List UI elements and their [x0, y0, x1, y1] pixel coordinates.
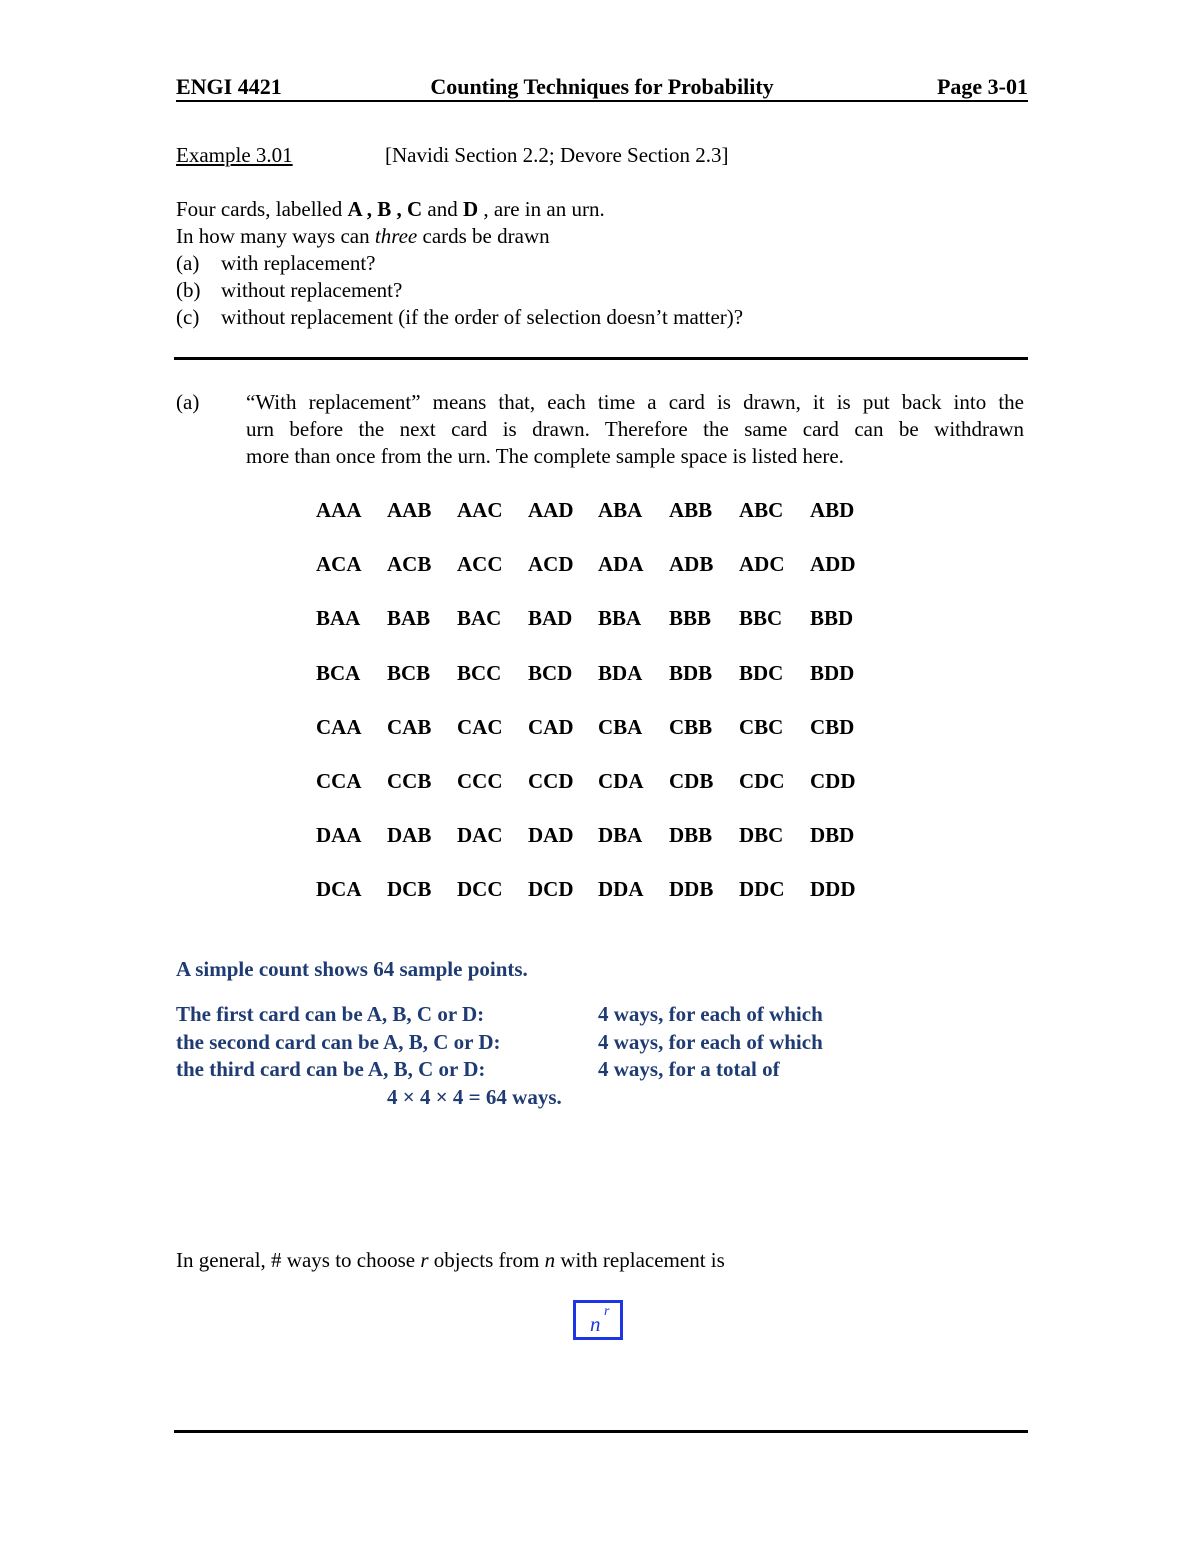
sample-point: CDD: [810, 769, 856, 793]
question-post: cards be drawn: [417, 224, 550, 248]
sample-point: CCB: [387, 769, 432, 793]
sample-point: BAA: [316, 606, 361, 630]
part-label: (a): [176, 251, 200, 275]
sample-point: DDD: [810, 877, 856, 901]
sample-point: ADC: [739, 552, 785, 576]
sample-point: CCA: [316, 769, 362, 793]
solution-line: more than once from the urn. The complete sample space is listed here.: [246, 444, 844, 468]
count-step-left: the third card can be A, B, C or D:: [176, 1057, 486, 1081]
sample-point: CAD: [528, 715, 574, 739]
card-d: D: [462, 197, 479, 221]
question-pre: In how many ways can: [176, 224, 375, 248]
formula-exponent: r: [604, 1304, 610, 1319]
example-reference: [Navidi Section 2.2; Devore Section 2.3]: [385, 143, 729, 167]
part-b: [176, 277, 403, 304]
sample-point: AAA: [316, 498, 362, 522]
sample-point: CCD: [528, 769, 574, 793]
count-total: 4 × 4 × 4 = 64 ways.: [387, 1085, 562, 1109]
problem-question: [176, 223, 550, 250]
problem-intro: [176, 196, 605, 223]
card-c: C: [406, 197, 423, 221]
count-step-left: the second card can be A, B, C or D:: [176, 1030, 501, 1054]
sample-point: CCC: [457, 769, 503, 793]
and-text: and: [422, 197, 463, 221]
solution-line: “With replacement” means that, each time a card is drawn, it is put back into the: [246, 390, 1024, 414]
sample-point: BAC: [457, 606, 502, 630]
sample-point: DBC: [739, 823, 784, 847]
sample-point: DDA: [598, 877, 644, 901]
page-number: Page 3-01: [936, 74, 1028, 99]
separator: ,: [391, 197, 407, 221]
sample-point: BBB: [669, 606, 712, 630]
sample-point: BCD: [528, 661, 573, 685]
intro-post: , are in an urn.: [478, 197, 605, 221]
sample-point: BBC: [739, 606, 783, 630]
sample-point: CDC: [739, 769, 785, 793]
sample-point: BCC: [457, 661, 502, 685]
solution-line: urn before the next card is drawn. Therefore the same card can be withdrawn: [246, 417, 1024, 441]
sample-point: BDA: [598, 661, 643, 685]
sample-point: CAC: [457, 715, 503, 739]
part-a: [176, 250, 376, 277]
sample-point: ABD: [810, 498, 855, 522]
sample-point: DBA: [598, 823, 643, 847]
general-pre: In general, # ways to choose: [176, 1248, 421, 1272]
footer-rule: [174, 1430, 1028, 1433]
question-emphasis: three: [374, 224, 418, 248]
part-label: (c): [176, 305, 200, 329]
variable-n: n: [544, 1248, 556, 1272]
intro-pre: Four cards, labelled: [176, 197, 348, 221]
part-text: with replacement?: [221, 251, 376, 275]
sample-point: CAA: [316, 715, 362, 739]
sample-point: CBD: [810, 715, 855, 739]
general-statement: [176, 1247, 725, 1274]
section-divider: [174, 357, 1028, 360]
solution-a-label: (a): [176, 390, 200, 414]
count-step-right: 4 ways, for each of which: [598, 1030, 823, 1054]
sample-point: ACB: [387, 552, 432, 576]
sample-point: BCB: [387, 661, 431, 685]
sample-point: CDB: [669, 769, 714, 793]
sample-point: ABB: [669, 498, 713, 522]
sample-point: CBB: [669, 715, 713, 739]
sample-point: ABC: [739, 498, 784, 522]
separator: ,: [361, 197, 378, 221]
sample-point: CBA: [598, 715, 643, 739]
count-step-right: 4 ways, for each of which: [598, 1002, 823, 1026]
card-b: B: [377, 197, 392, 221]
formula-box: [573, 1300, 623, 1340]
general-mid: objects from: [428, 1248, 545, 1272]
sample-point: DBD: [810, 823, 855, 847]
sample-point: BDB: [669, 661, 713, 685]
sample-point: DCD: [528, 877, 574, 901]
formula-base: n: [590, 1312, 601, 1336]
part-text: without replacement?: [221, 278, 403, 302]
sample-point: BDD: [810, 661, 855, 685]
sample-point: ADD: [810, 552, 856, 576]
sample-point: DCB: [387, 877, 432, 901]
general-post: with replacement is: [555, 1248, 725, 1272]
sample-point: ACC: [457, 552, 503, 576]
sample-point: CBC: [739, 715, 784, 739]
sample-point: AAB: [387, 498, 432, 522]
sample-point: BAB: [387, 606, 431, 630]
header-rule: [176, 100, 1028, 102]
count-step-right: 4 ways, for a total of: [598, 1057, 780, 1081]
sample-point: DCA: [316, 877, 362, 901]
sample-point: DBB: [669, 823, 713, 847]
solution-a-paragraph: [246, 389, 1024, 470]
sample-point: ADB: [669, 552, 714, 576]
sample-point: BDC: [739, 661, 784, 685]
sample-point: DAD: [528, 823, 574, 847]
sample-point: CDA: [598, 769, 644, 793]
card-a: A: [347, 197, 362, 221]
sample-point: BBD: [810, 606, 854, 630]
sample-point: AAC: [457, 498, 503, 522]
sample-point: CAB: [387, 715, 432, 739]
count-summary: A simple count shows 64 sample points.: [176, 957, 528, 981]
course-code: ENGI 4421: [176, 74, 282, 99]
sample-point: ADA: [598, 552, 644, 576]
chapter-title: Counting Techniques for Probability: [430, 74, 774, 99]
sample-point: AAD: [528, 498, 574, 522]
sample-point: ACA: [316, 552, 362, 576]
sample-point: BCA: [316, 661, 361, 685]
sample-point: BBA: [598, 606, 642, 630]
sample-point: DDC: [739, 877, 785, 901]
count-step-left: The first card can be A, B, C or D:: [176, 1002, 485, 1026]
sample-point: BAD: [528, 606, 573, 630]
part-text: without replacement (if the order of selection doesn’t matter)?: [221, 305, 744, 329]
example-label: Example 3.01: [176, 143, 293, 167]
sample-point: DAA: [316, 823, 362, 847]
page-header: [176, 72, 1028, 102]
sample-point: DCC: [457, 877, 503, 901]
sample-point: ACD: [528, 552, 574, 576]
variable-r: r: [420, 1248, 429, 1272]
sample-point: DDB: [669, 877, 714, 901]
part-label: (b): [176, 278, 201, 302]
sample-point: DAB: [387, 823, 432, 847]
sample-point: DAC: [457, 823, 503, 847]
sample-point: ABA: [598, 498, 643, 522]
part-c: [176, 304, 744, 331]
